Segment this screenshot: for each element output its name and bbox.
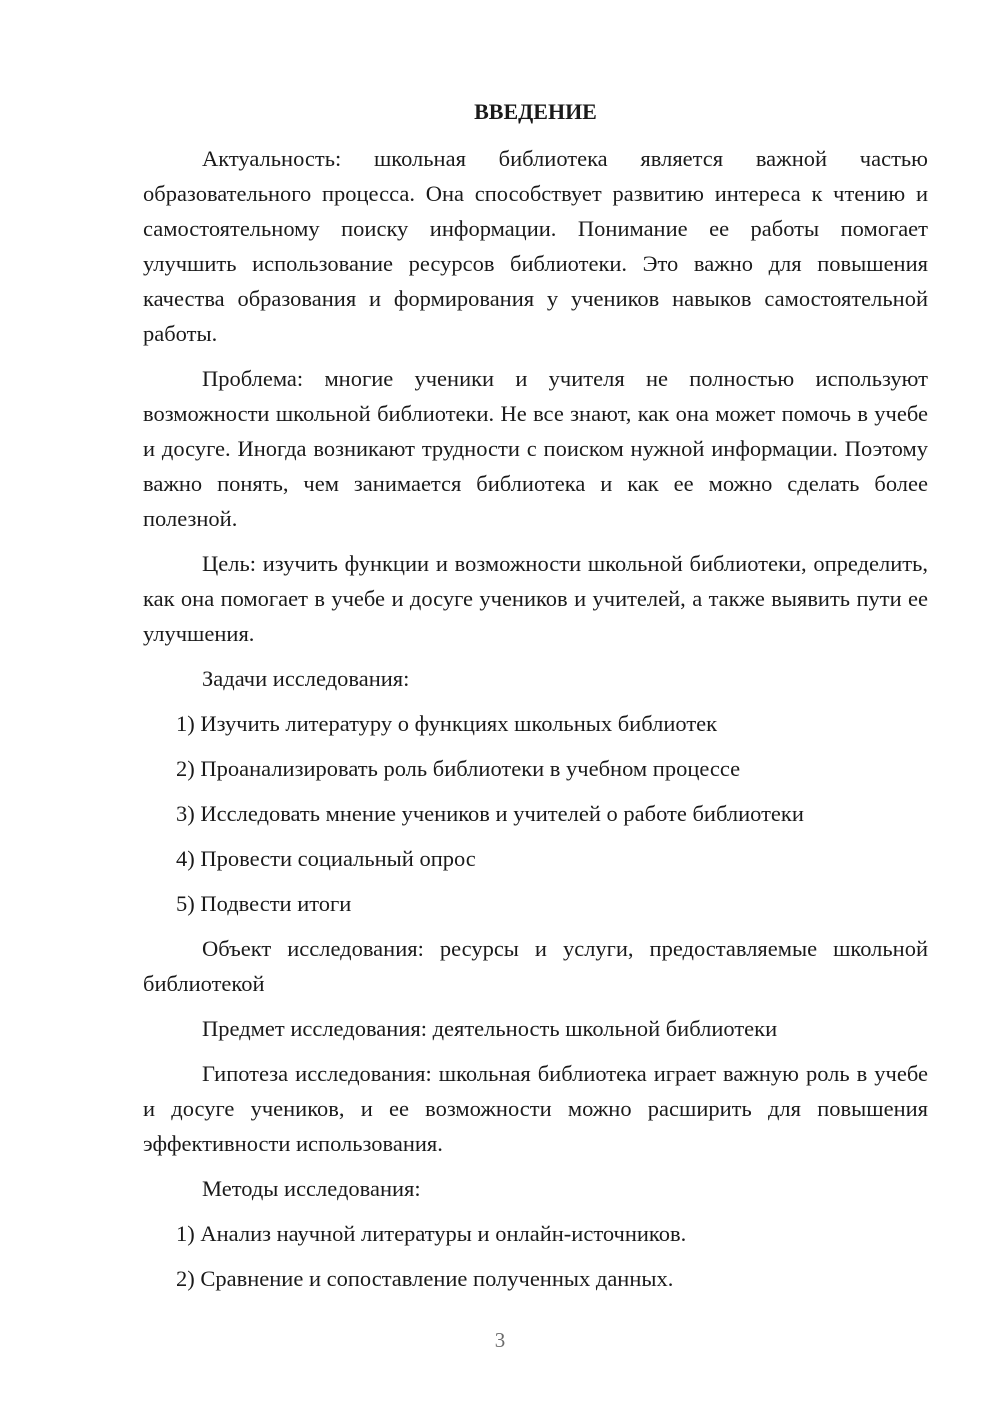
- method-item: 1) Анализ научной литературы и онлайн-источников.: [176, 1221, 687, 1246]
- goal-paragraph: Цель: изучить функции и возможности школьной библиотеки, определить, как она помогает в учебе и досуге учеников и учителей, а также выявить пути ее улучшения.: [143, 551, 928, 646]
- method-item: 2) Сравнение и сопоставление полученных данных.: [176, 1266, 674, 1291]
- page-number: 3: [494, 1328, 506, 1352]
- tasks-heading: Задачи исследования:: [202, 666, 410, 691]
- hypothesis-paragraph: Гипотеза исследования: школьная библиотека играет важную роль в учебе и досуге учеников, и ее возможности можно расширить для повышения эффективности использования.: [143, 1061, 928, 1156]
- page-title: ВВЕДЕНИЕ: [474, 99, 597, 124]
- task-item: 1) Изучить литературу о функциях школьных библиотек: [176, 711, 718, 736]
- task-item: 5) Подвести итоги: [176, 891, 352, 916]
- task-item: 2) Проанализировать роль библиотеки в учебном процессе: [176, 756, 741, 781]
- methods-heading: Методы исследования:: [202, 1176, 421, 1201]
- task-item: 4) Провести социальный опрос: [176, 846, 476, 871]
- task-item: 3) Исследовать мнение учеников и учителей о работе библиотеки: [176, 801, 804, 826]
- object-paragraph: Объект исследования: ресурсы и услуги, предоставляемые школьной библиотекой: [143, 936, 928, 996]
- problem-paragraph: Проблема: многие ученики и учителя не полностью используют возможности школьной библиотеки. Не все знают, как она может помочь в учебе и досуге. Иногда возникают трудности с поиском нужной информации. Поэтому важно понять, чем занимается библиотека и как ее можно сделать более полезной.: [143, 366, 928, 531]
- relevance-paragraph: Актуальность: школьная библиотека является важной частью образовательного процесса. Она способствует развитию интереса к чтению и самостоятельному поиску информации. Понимание ее работы помогает улучшить использование ресурсов библиотеки. Это важно для повышения качества образования и формирования у учеников навыков самостоятельной работы.: [143, 146, 928, 346]
- page-content: [143, 94, 928, 1306]
- subject-paragraph: Предмет исследования: деятельность школьной библиотеки: [202, 1016, 778, 1041]
